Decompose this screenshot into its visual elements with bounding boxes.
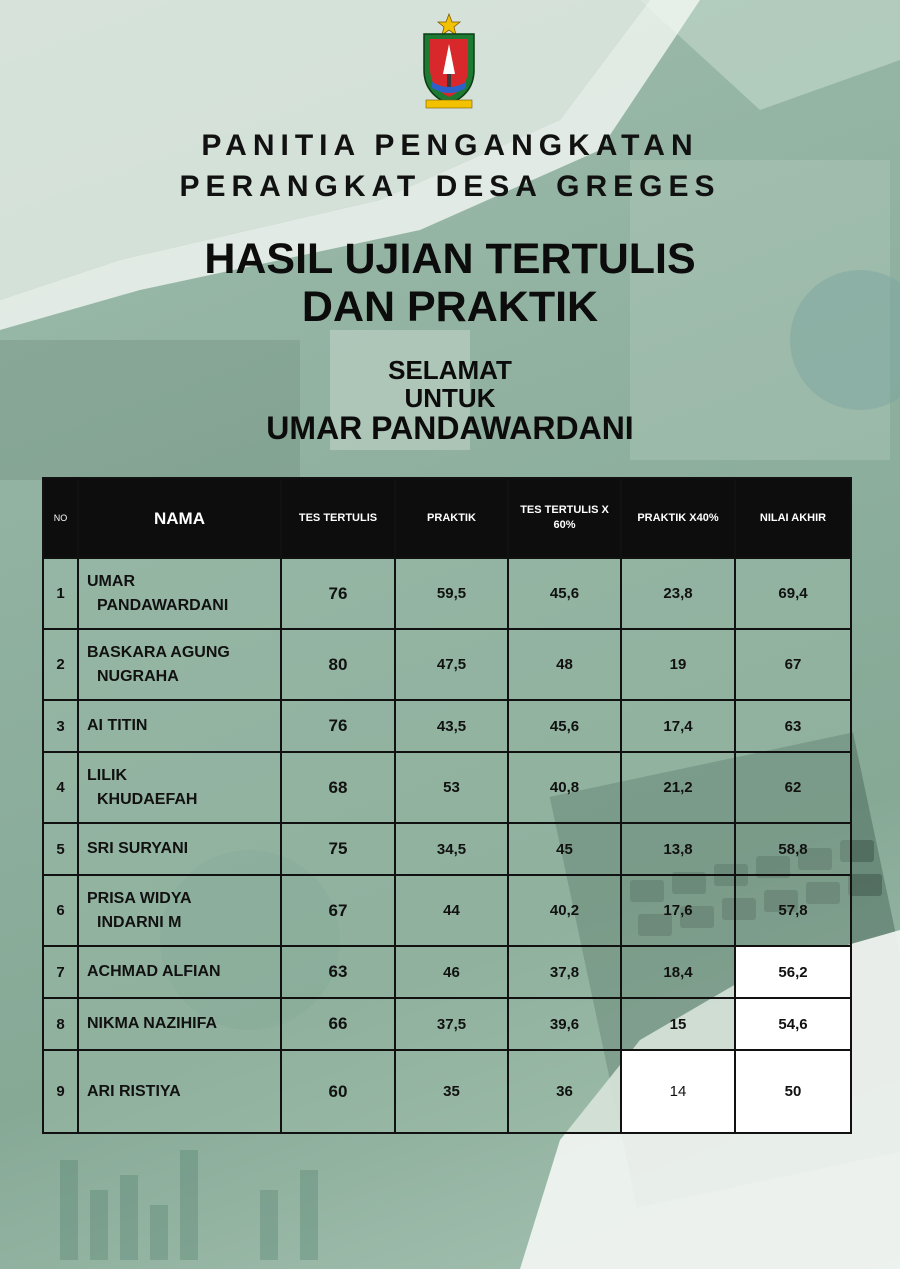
cell-no: 5 [43,823,78,875]
cell-nilai: 67 [735,629,851,700]
cell-praktik: 43,5 [395,700,508,752]
cell-praktik: 35 [395,1050,508,1133]
table-header-row [43,478,851,558]
name-line1: NIKMA NAZIHIFA [87,1015,218,1032]
cell-praktik: 34,5 [395,823,508,875]
col-header-praktik: PRAKTIK [395,478,508,558]
cell-praktik40: 15 [621,998,735,1050]
cell-praktik40: 14 [621,1050,735,1133]
table-row [43,875,851,946]
committee-title-line1: PANITIA PENGANGKATAN [201,129,699,162]
cell-praktik: 53 [395,752,508,823]
cell-praktik: 37,5 [395,998,508,1050]
winner-name: UMAR PANDAWARDANI [266,410,634,446]
regional-emblem-icon [418,12,480,110]
name-line1: ARI RISTIYA [87,1082,181,1100]
cell-no: 4 [43,752,78,823]
table-row [43,629,851,700]
name-line2: PANDAWARDANI [97,596,229,614]
cell-no: 9 [43,1050,78,1133]
cell-tes60: 40,8 [508,752,621,823]
cell-nilai: 69,4 [735,558,851,629]
cell-tes60: 48 [508,629,621,700]
col-header-no: NO [43,478,78,558]
main-title-line2: DAN PRAKTIK [301,283,599,331]
cell-name [78,700,281,752]
table-row [43,1050,851,1133]
cell-praktik40: 17,6 [621,875,735,946]
committee-title-line2: PERANGKAT DESA GREGES [179,170,721,203]
cell-name [78,752,281,823]
cell-nilai: 56,2 [735,946,851,998]
col-header-nilai-akhir: NILAI AKHIR [735,478,851,558]
cell-name [78,998,281,1050]
cell-tes: 66 [281,998,395,1050]
col-header-tes-tertulis-60: TES TERTULIS X 60% [508,478,621,558]
name-line2: KHUDAEFAH [97,790,198,808]
col-header-nama: NAMA [78,478,281,558]
cell-name [78,1050,281,1133]
results-table [42,477,852,1134]
cell-praktik: 59,5 [395,558,508,629]
cell-tes60: 39,6 [508,998,621,1050]
cell-praktik40: 19 [621,629,735,700]
name-line1: ACHMAD ALFIAN [87,963,221,980]
cell-tes60: 40,2 [508,875,621,946]
name-line1: AI TITIN [87,717,148,734]
cell-name [78,946,281,998]
cell-praktik40: 21,2 [621,752,735,823]
cell-nilai: 62 [735,752,851,823]
congrats-line2: UNTUK [404,383,496,413]
cell-tes60: 45,6 [508,558,621,629]
cell-no: 2 [43,629,78,700]
cell-no: 6 [43,875,78,946]
cell-tes: 63 [281,946,395,998]
cell-praktik40: 18,4 [621,946,735,998]
name-line1: UMAR [87,572,135,590]
table-row [43,558,851,629]
cell-tes: 80 [281,629,395,700]
cell-no: 3 [43,700,78,752]
cell-name [78,558,281,629]
cell-praktik40: 13,8 [621,823,735,875]
cell-tes60: 37,8 [508,946,621,998]
cell-praktik40: 23,8 [621,558,735,629]
main-title-line1: HASIL UJIAN TERTULIS [204,235,696,283]
cell-tes60: 45 [508,823,621,875]
cell-nilai: 50 [735,1050,851,1133]
congrats-line1: SELAMAT [388,355,512,385]
cell-tes: 76 [281,700,395,752]
cell-nilai: 57,8 [735,875,851,946]
name-line2: NUGRAHA [97,667,179,685]
table-row [43,752,851,823]
cell-tes: 60 [281,1050,395,1133]
cell-no: 7 [43,946,78,998]
cell-praktik: 46 [395,946,508,998]
cell-praktik40: 17,4 [621,700,735,752]
name-line2: INDARNI M [97,913,182,931]
table-row [43,700,851,752]
cell-nilai: 63 [735,700,851,752]
cell-nilai: 54,6 [735,998,851,1050]
cell-tes: 75 [281,823,395,875]
table-row [43,946,851,998]
cell-praktik: 47,5 [395,629,508,700]
name-line1: BASKARA AGUNG [87,643,230,661]
cell-tes60: 36 [508,1050,621,1133]
name-line1: PRISA WIDYA [87,889,192,907]
cell-name [78,823,281,875]
name-line1: SRI SURYANI [87,840,189,857]
cell-praktik: 44 [395,875,508,946]
cell-tes: 67 [281,875,395,946]
col-header-praktik-40: PRAKTIK X40% [621,478,735,558]
table-row [43,823,851,875]
cell-tes60: 45,6 [508,700,621,752]
cell-tes: 76 [281,558,395,629]
cell-no: 8 [43,998,78,1050]
cell-no: 1 [43,558,78,629]
cell-name [78,629,281,700]
cell-tes: 68 [281,752,395,823]
cell-nilai: 58,8 [735,823,851,875]
cell-name [78,875,281,946]
col-header-tes-tertulis: TES TERTULIS [281,478,395,558]
table-row [43,998,851,1050]
name-line1: LILIK [87,766,127,784]
